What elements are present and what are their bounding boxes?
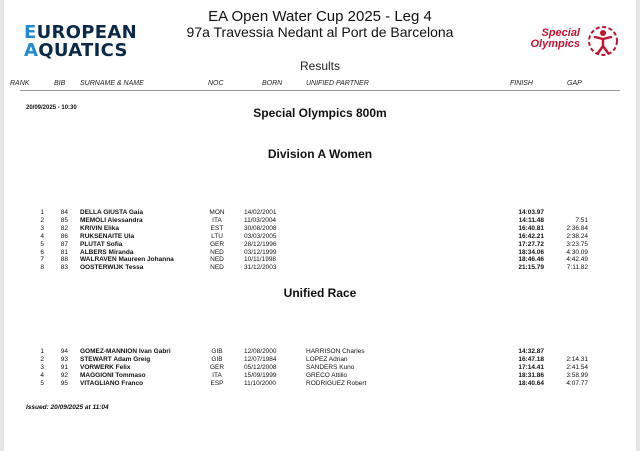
cell-born: 05/12/2008: [244, 364, 277, 371]
cell-gap: 2:38.24: [566, 232, 588, 240]
so-line-2: Olympics: [530, 38, 580, 50]
cell-finish: 18:40.64: [518, 380, 544, 387]
cell-bib: 82: [60, 224, 68, 232]
cell-bib: 91: [60, 364, 68, 371]
col-born: BORN: [262, 80, 283, 87]
cell-born: 14/02/2001: [244, 209, 277, 216]
cell-rank: 3: [40, 224, 44, 232]
cell-name: OOSTERWIJK Tessa: [80, 264, 144, 272]
section-title-division-a-women: Division A Women: [267, 147, 373, 161]
cell-finish: 14:03.97: [518, 209, 544, 216]
cell-noc: MON: [209, 209, 225, 216]
cell-bib: 92: [60, 372, 68, 379]
cell-noc: NED: [210, 248, 224, 256]
cell-rank: 1: [40, 209, 44, 216]
cell-bib: 88: [60, 256, 68, 264]
col-surname-name: SURNAME & NAME: [80, 80, 144, 87]
section-title-unified-race: Unified Race: [283, 286, 357, 300]
cell-bib: 87: [60, 240, 68, 248]
cell-finish: 21:15.79: [518, 264, 544, 272]
cell-name: GOMEZ-MANNION Ivan Gabri: [80, 348, 171, 355]
logo-line-1: EUROPEAN: [24, 22, 137, 43]
cell-bib: 93: [60, 356, 68, 363]
cell-born: 28/12/1996: [244, 240, 277, 248]
cell-rank: 5: [40, 240, 44, 248]
cell-name: VITAGLIANO Franco: [80, 380, 144, 387]
page-subtitle: 97a Travessia Nedant al Port de Barcelona: [186, 24, 454, 40]
results-label: Results: [299, 59, 340, 73]
cell-born: 31/12/2003: [244, 264, 277, 272]
cell-name: STEWART Adam Greig: [80, 356, 151, 363]
cell-partner: RODRIGUEZ Robert: [306, 380, 367, 387]
cell-partner: LOPEZ Adrian: [306, 356, 348, 363]
cell-finish: 14:32.87: [518, 348, 544, 355]
cell-bib: 94: [60, 348, 68, 355]
cell-born: 12/08/2000: [244, 348, 277, 355]
cell-finish: 16:47.18: [518, 356, 544, 363]
cell-gap: 2:14.31: [566, 356, 588, 363]
cell-bib: 83: [60, 264, 68, 272]
cell-name: VORWERK Felix: [80, 364, 131, 371]
event-title: Special Olympics 800m: [253, 106, 387, 120]
col-gap: GAP: [567, 80, 582, 87]
cell-gap: 2:41.54: [566, 364, 588, 371]
cell-bib: 95: [60, 380, 68, 387]
cell-gap: 7:11.82: [566, 264, 588, 272]
cell-finish: 17:27.72: [518, 240, 544, 248]
cell-bib: 84: [60, 209, 68, 216]
so-line-1: Special: [541, 27, 580, 39]
cell-gap: 4:30.09: [566, 248, 588, 256]
cell-rank: 6: [40, 248, 44, 256]
cell-born: 11/10/2000: [244, 380, 277, 387]
cell-rank: 8: [40, 264, 44, 272]
cell-name: WALRAVEN Maureen Johanna: [80, 256, 174, 264]
cell-finish: 14:11.48: [518, 216, 544, 224]
cell-noc: NED: [210, 256, 224, 264]
results-page: [4, 0, 636, 451]
cell-name: ALBERS Miranda: [80, 248, 134, 256]
cell-gap: 2:36.84: [566, 224, 588, 232]
cell-born: 03/12/1999: [244, 248, 277, 256]
cell-rank: 1: [40, 348, 44, 355]
cell-gap: 7.51: [575, 216, 588, 224]
cell-noc: LTU: [211, 232, 223, 240]
cell-partner: SANDERS Kuno: [306, 364, 355, 371]
cell-rank: 5: [40, 380, 44, 387]
issued-timestamp: Issued: 20/09/2025 at 11:04: [26, 404, 109, 411]
cell-rank: 2: [40, 216, 44, 224]
cell-gap: 4:42.49: [566, 256, 588, 264]
cell-noc: EST: [210, 224, 224, 232]
special-olympics-wordmark: [512, 28, 580, 50]
cell-gap: 3:23.75: [566, 240, 588, 248]
cell-born: 03/03/2005: [244, 232, 277, 240]
cell-name: PLUTAT Sofia: [80, 240, 123, 248]
cell-noc: NED: [210, 264, 224, 272]
col-unified-partner: UNIFIED PARTNER: [306, 80, 369, 87]
cell-gap: 3:58.99: [566, 372, 588, 379]
cell-name: DELLA GIUSTA Gaia: [80, 209, 143, 216]
cell-name: MAGGIONI Tommaso: [80, 372, 146, 379]
cell-finish: 16:40.81: [518, 224, 544, 232]
cell-finish: 18:34.06: [518, 248, 544, 256]
cell-born: 15/09/1999: [244, 372, 277, 379]
cell-partner: HARRISON Charles: [306, 348, 365, 355]
cell-noc: ESP: [210, 380, 224, 387]
cell-gap: 4:07.77: [566, 380, 588, 387]
cell-noc: ITA: [212, 216, 222, 224]
cell-noc: GER: [209, 240, 225, 248]
cell-name: KRIVIN Elika: [80, 224, 120, 232]
page-title: EA Open Water Cup 2025 - Leg 4: [208, 8, 432, 25]
cell-finish: 18:31.86: [518, 372, 544, 379]
cell-born: 11/03/2004: [244, 216, 277, 224]
cell-rank: 4: [40, 372, 44, 379]
logo-line-2: AQUATICS: [24, 40, 128, 61]
cell-noc: GIB: [211, 356, 223, 363]
event-datetime: 20/09/2025 - 10:30: [26, 105, 77, 111]
cell-rank: 3: [40, 364, 44, 371]
cell-rank: 2: [40, 356, 44, 363]
cell-noc: GIB: [211, 348, 223, 355]
col-finish: FINISH: [510, 80, 533, 87]
col-rank: RANK: [10, 80, 30, 87]
cell-name: MEMOLI Alessandra: [80, 216, 143, 224]
cell-bib: 85: [60, 216, 68, 224]
cell-finish: 18:46.46: [518, 256, 544, 264]
cell-name: RUKSENAITE Ula: [80, 232, 135, 240]
cell-rank: 4: [40, 232, 44, 240]
cell-partner: GRECO Attilio: [306, 372, 348, 379]
cell-rank: 7: [40, 256, 44, 264]
cell-finish: 17:14.41: [518, 364, 544, 371]
cell-born: 12/07/1984: [244, 356, 277, 363]
cell-bib: 86: [60, 232, 68, 240]
cell-noc: ITA: [212, 372, 222, 379]
cell-noc: GER: [209, 364, 225, 371]
col-bib: BIB: [54, 80, 66, 87]
col-noc: NOC: [208, 80, 224, 87]
special-olympics-logo: [512, 24, 630, 60]
cell-finish: 16:42.21: [518, 232, 544, 240]
cell-born: 10/11/1998: [244, 256, 277, 264]
cell-born: 30/08/2008: [244, 224, 277, 232]
special-olympics-figure-icon: [586, 24, 620, 58]
header-divider: [20, 90, 620, 91]
cell-bib: 81: [60, 248, 68, 256]
